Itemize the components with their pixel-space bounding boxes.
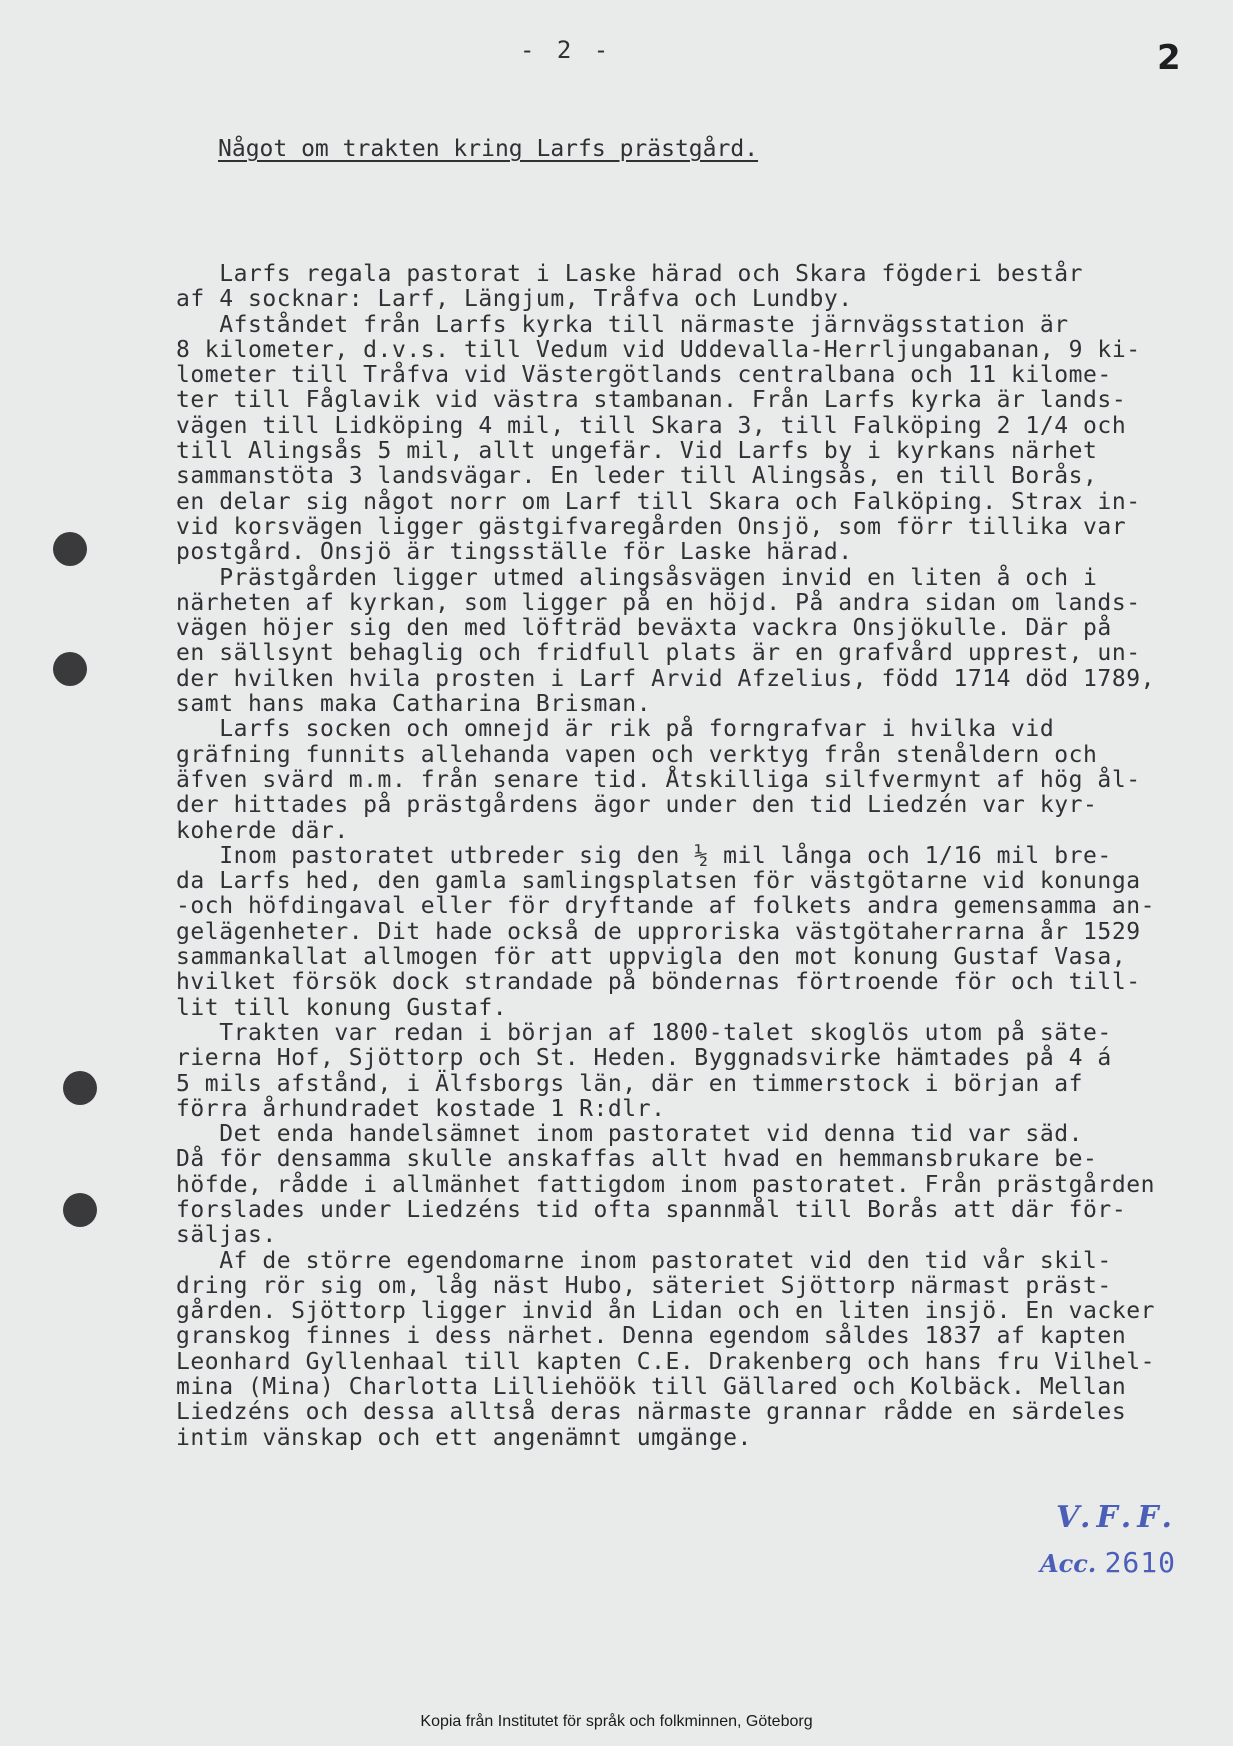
text-line: gräfning funnits allehanda vapen och verktyg från stenåldern och — [176, 741, 1098, 768]
text-line: Liedzéns och dessa alltså deras närmaste grannar rådde en särdeles — [176, 1399, 1127, 1426]
text-line: en delar sig något norr om Larf till Skara och Falköping. Strax in- — [176, 488, 1141, 515]
stamp-initials: V.F.F. — [1056, 1500, 1178, 1535]
archive-stamp — [1040, 1500, 1220, 1590]
text-line: koherde där. — [176, 817, 349, 844]
text-line: Då för densamma skulle anskaffas allt hvad en hemmansbrukare be- — [176, 1146, 1098, 1173]
text-line: Prästgården ligger utmed alingsåsvägen invid en liten å och i — [176, 564, 1098, 591]
text-line: 8 kilometer, d.v.s. till Vedum vid Uddevalla-Herrljungabanan, 9 ki- — [176, 336, 1141, 363]
punch-hole — [53, 532, 87, 566]
text-line: äfven svärd m.m. från senare tid. Åtskilliga silfvermynt af hög ål- — [176, 766, 1141, 793]
text-line: -och höfdingaval eller för dryftande af folkets andra gemensamma an- — [176, 893, 1156, 920]
punch-hole — [63, 1193, 97, 1227]
text-line: hvilket försök dock strandade på böndernas förtroende för och till- — [176, 969, 1141, 996]
text-line: vägen till Lidköping 4 mil, till Skara 3, till Falköping 2 1/4 och — [176, 412, 1127, 439]
text-line: Af de större egendomarne inom pastoratet vid den tid vår skil- — [176, 1247, 1112, 1274]
text-line: postgård. Onsjö är tingsställe för Laske härad. — [176, 539, 853, 566]
text-line: gården. Sjöttorp ligger invid ån Lidan och en liten insjö. En vacker — [176, 1298, 1156, 1325]
text-line: dring rör sig om, låg näst Hubo, säteriet Sjöttorp närmast präst- — [176, 1272, 1112, 1299]
text-line: gelägenheter. Dit hade också de upproriska västgötaherrarna år 1529 — [176, 918, 1141, 945]
text-line: granskog finnes i dess närhet. Denna egendom såldes 1837 af kapten — [176, 1323, 1127, 1350]
text-line: Inom pastoratet utbreder sig den ½ mil långa och 1/16 mil bre- — [176, 842, 1112, 869]
document-title: Något om trakten kring Larfs prästgård. — [218, 136, 759, 162]
text-line: vid korsvägen ligger gästgifvaregården Onsjö, som förr tillika var — [176, 513, 1127, 540]
stamp-accession — [1040, 1546, 1176, 1579]
text-line: 5 mils afstånd, i Älfsborgs län, där en timmerstock i början af — [176, 1070, 1084, 1097]
punch-hole — [53, 652, 87, 686]
page-marker: - 2 - — [520, 36, 613, 64]
text-line: Larfs regala pastorat i Laske härad och Skara fögderi består — [176, 261, 1084, 287]
text-line: Afståndet från Larfs kyrka till närmaste järnvägsstation är — [176, 311, 1069, 338]
text-line: till Alingsås 5 mil, allt ungefär. Vid Larfs by i kyrkans närhet — [176, 438, 1098, 465]
footer-credit: Kopia från Institutet för språk och folkminnen, Göteborg — [420, 1713, 813, 1730]
text-line: lit till konung Gustaf. — [176, 994, 508, 1021]
text-line: Det enda handelsämnet inom pastoratet vid denna tid var säd. — [176, 1121, 1084, 1148]
text-line: ter till Fåglavik vid västra stambanan. Från Larfs kyrka är lands- — [176, 387, 1127, 414]
text-line: Trakten var redan i början af 1800-talet skoglös utom på säte- — [176, 1019, 1112, 1046]
text-line: mina (Mina) Charlotta Lilliehöök till Gällared och Kolbäck. Mellan — [176, 1374, 1127, 1401]
text-line: sammankallat allmogen för att uppvigla den mot konung Gustaf Vasa, — [176, 944, 1127, 971]
punch-hole — [63, 1071, 97, 1105]
text-line: lometer till Tråfva vid Västergötlands centralbana och 11 kilome- — [176, 362, 1112, 389]
text-line: sammanstöta 3 landsvägar. En leder till Alingsås, en till Borås, — [176, 463, 1098, 490]
text-line: der hittades på prästgårdens ägor under den tid Liedzén var kyr- — [176, 792, 1098, 819]
text-line: säljas. — [176, 1222, 277, 1249]
text-line: vägen höjer sig den med löfträd beväxta vackra Onsjökulle. Där på — [176, 615, 1112, 642]
text-line: intim vänskap och ett angenämnt umgänge. — [176, 1424, 752, 1451]
text-line: Leonhard Gyllenhaal till kapten C.E. Drakenberg och hans fru Vilhel- — [176, 1348, 1156, 1375]
text-line: der hvilken hvila prosten i Larf Arvid Afzelius, född 1714 död 1789, — [176, 665, 1156, 692]
text-line: rierna Hof, Sjöttorp och St. Heden. Byggnadsvirke hämtades på 4 á — [176, 1045, 1112, 1072]
stamp-prefix: Acc. — [1040, 1549, 1097, 1578]
text-line: förra århundradet kostade 1 R:dlr. — [176, 1095, 666, 1122]
text-line: samt hans maka Catharina Brisman. — [176, 691, 652, 718]
body-text — [176, 262, 1206, 1451]
text-line: da Larfs hed, den gamla samlingsplatsen för västgötarne vid konunga — [176, 868, 1141, 895]
text-line: Larfs socken och omnejd är rik på forngrafvar i hvilka vid — [176, 716, 1055, 743]
stamp-number: 2610 — [1104, 1546, 1176, 1579]
text-line: höfde, rådde i allmänhet fattigdom inom pastoratet. Från prästgården — [176, 1171, 1156, 1198]
text-line: närheten af kyrkan, som ligger på en höjd. På andra sidan om lands- — [176, 589, 1141, 616]
text-line: en sällsynt behaglig och fridfull plats är en grafvård upprest, un- — [176, 640, 1141, 667]
text-line: af 4 socknar: Larf, Längjum, Tråfva och Lundby. — [176, 286, 853, 313]
text-line: forslades under Liedzéns tid ofta spannmål till Borås att där för- — [176, 1196, 1127, 1223]
page-number: 2 — [1157, 38, 1181, 78]
